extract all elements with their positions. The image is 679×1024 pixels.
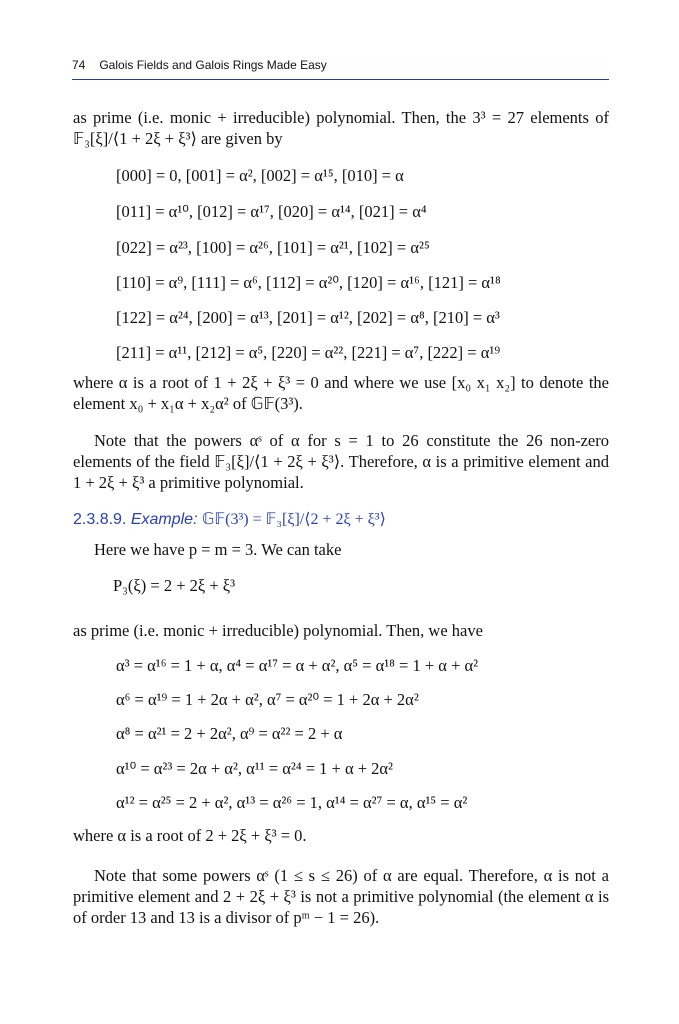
running-header [72,58,609,72]
page-number: 74 [72,58,86,72]
running-title: Galois Fields and Galois Rings Made Easy [99,58,327,72]
table2-row: α⁶ = α¹⁹ = 1 + 2α + α², α⁷ = α²⁰ = 1 + 2α + 2α² [116,690,419,709]
table2-row: α⁸ = α²¹ = 2 + 2α², α⁹ = α²² = 2 + α [116,724,343,743]
here-paragraph: Here we have p = m = 3. We can take [94,540,342,559]
intro-paragraph: as prime (i.e. monic + irreducible) polynomial. Then, the 3³ = 27 elements of 𝔽₃[ξ]/⟨1 + 2ξ + ξ³⟩ are given by [73,108,609,148]
where-paragraph-2: where α is a root of 2 + 2ξ + ξ³ = 0. [73,826,307,845]
table1-row: [110] = α⁹, [111] = α⁶, [112] = α²⁰, [120] = α¹⁶, [121] = α¹⁸ [116,273,501,292]
table1-row: [211] = α¹¹, [212] = α⁵, [220] = α²², [221] = α⁷, [222] = α¹⁹ [116,343,501,362]
note-paragraph-1: Note that the powers αˢ of α for s = 1 to 26 constitute the 26 non-zero elements of the field 𝔽₃[ξ]/⟨1 + 2ξ + ξ³⟩. Therefore, α is a primitive element and 1 + 2ξ + ξ³ a primitive polynomial. [73,431,609,492]
section-heading [73,509,386,529]
section-number: 2.3.8.9. [73,511,127,528]
note-paragraph-2: Note that some powers αˢ (1 ≤ s ≤ 26) of α are equal. Therefore, α is not a primitive element and 2 + 2ξ + ξ³ is not a primitive polynomial (the element α is of order 13 and 13 is a divisor of pᵐ − 1 = 26). [73,866,609,927]
header-rule [72,79,609,80]
table2-row: α³ = α¹⁶ = 1 + α, α⁴ = α¹⁷ = α + α², α⁵ = α¹⁸ = 1 + α + α² [116,656,479,675]
table1-row: [122] = α²⁴, [200] = α¹³, [201] = α¹², [202] = α⁸, [210] = α³ [116,308,500,327]
section-formula: 𝔾𝔽(3³) = 𝔽₃[ξ]/⟨2 + 2ξ + ξ³⟩ [201,511,386,528]
prime-paragraph: as prime (i.e. monic + irreducible) polynomial. Then, we have [73,621,483,640]
table2-row: α¹² = α²⁵ = 2 + α², α¹³ = α²⁶ = 1, α¹⁴ = α²⁷ = α, α¹⁵ = α² [116,793,468,812]
table1-row: [011] = α¹⁰, [012] = α¹⁷, [020] = α¹⁴, [021] = α⁴ [116,202,427,221]
table1-row: [022] = α²³, [100] = α²⁶, [101] = α²¹, [102] = α²⁵ [116,238,430,257]
where-paragraph-1: where α is a root of 1 + 2ξ + ξ³ = 0 and where we use [x₀ x₁ x₂] to denote the element x₀ + x₁α + x₂α² of 𝔾𝔽(3³). [73,373,609,413]
table2-row: α¹⁰ = α²³ = 2α + α², α¹¹ = α²⁴ = 1 + α + 2α² [116,759,393,778]
section-label: Example: [130,511,198,528]
polynomial-equation: P₃(ξ) = 2 + 2ξ + ξ³ [113,576,236,595]
table1-row: [000] = 0, [001] = α², [002] = α¹⁵, [010] = α [116,166,404,185]
